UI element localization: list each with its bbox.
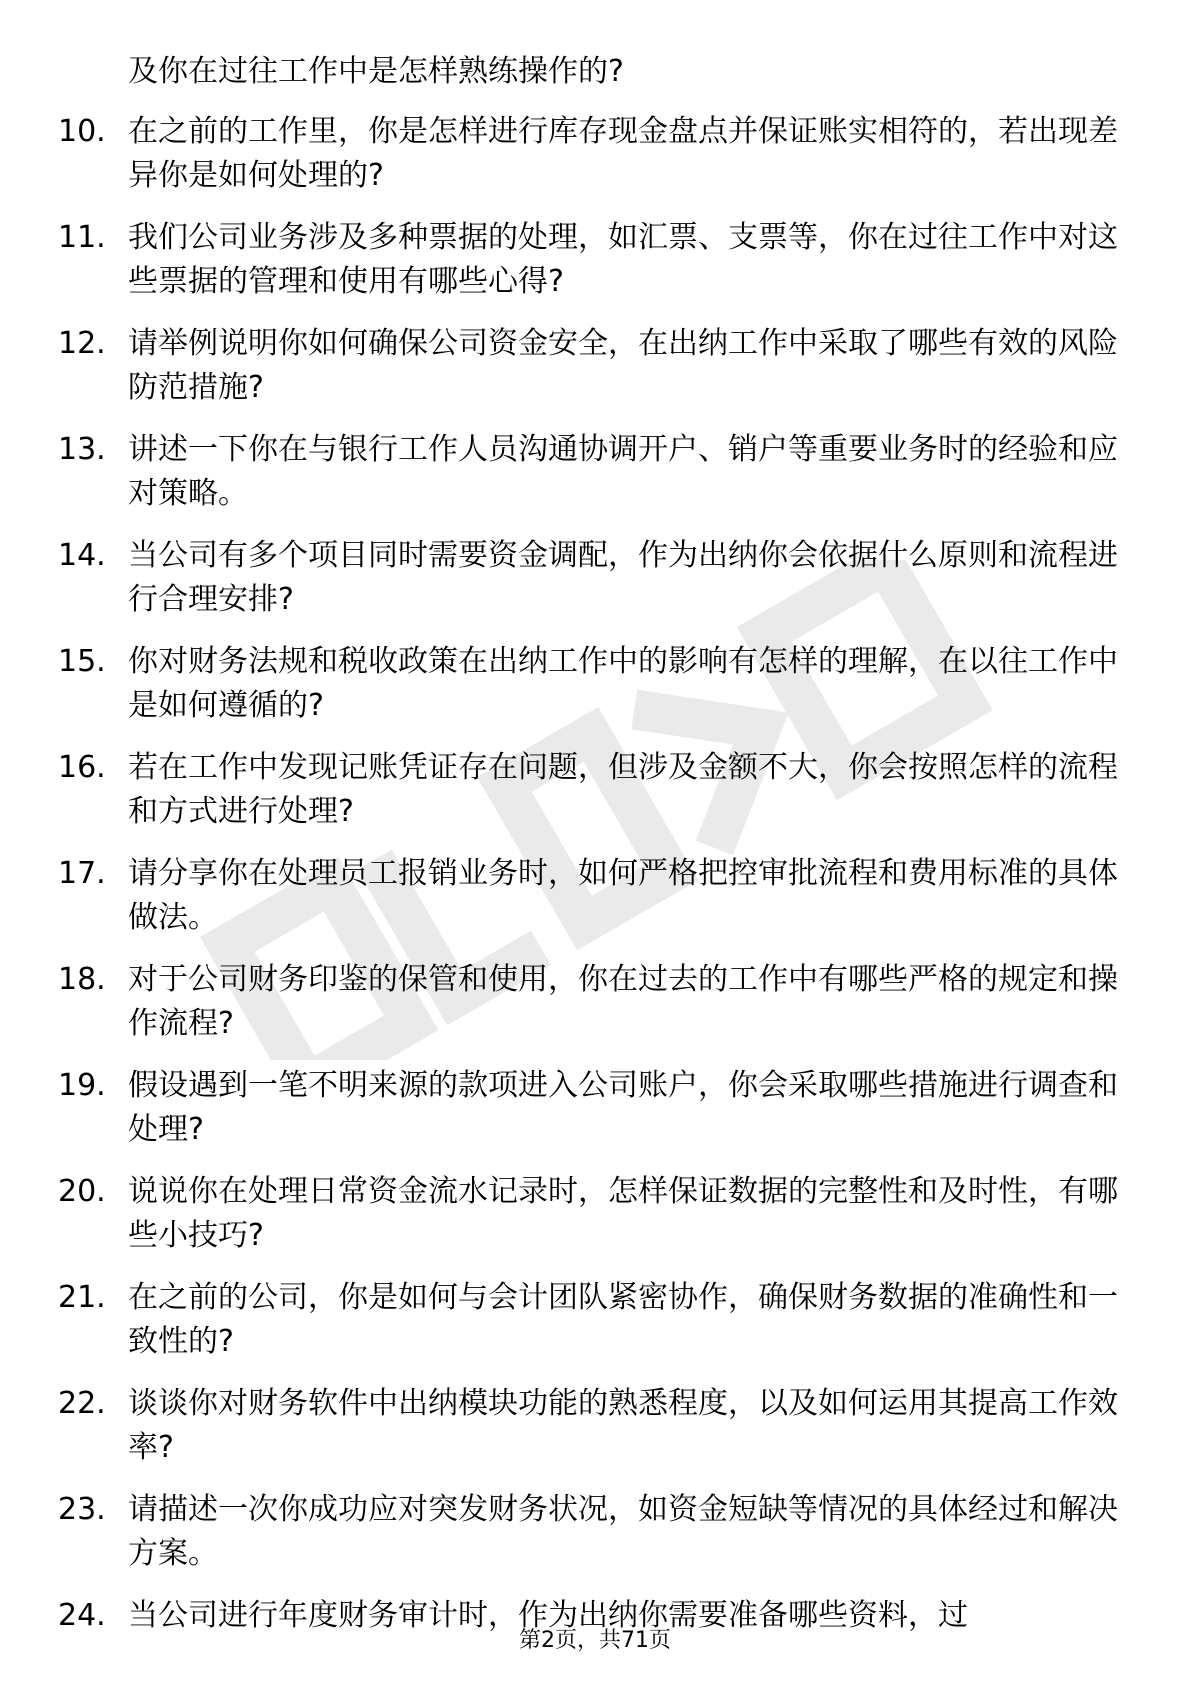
list-item: [58, 322, 1118, 428]
question-number: 15.: [58, 644, 106, 679]
list-item: [58, 110, 1118, 216]
question-text: 请分享你在处理员工报销业务时，如何严格把控审批流程和费用标准的具体做法。: [128, 856, 1118, 935]
question-text: 请举例说明你如何确保公司资金安全，在出纳工作中采取了哪些有效的风险防范措施?: [128, 326, 1118, 405]
question-text: 若在工作中发现记账凭证存在问题，但涉及金额不大，你会按照怎样的流程和方式进行处理?: [128, 750, 1118, 829]
question-number: 23.: [58, 1492, 106, 1527]
question-list: [58, 110, 1118, 1700]
question-text: 谈谈你对财务软件中出纳模块功能的熟悉程度，以及如何运用其提高工作效率?: [128, 1386, 1118, 1465]
list-item: [58, 534, 1118, 640]
list-item: [58, 428, 1118, 534]
question-text: 当公司有多个项目同时需要资金调配，作为出纳你会依据什么原则和流程进行合理安排?: [128, 538, 1118, 617]
question-number: 24.: [58, 1598, 106, 1633]
question-number: 16.: [58, 750, 106, 785]
question-text: 讲述一下你在与银行工作人员沟通协调开户、销户等重要业务时的经验和应对策略。: [128, 432, 1118, 511]
continuation-text: 及你在过往工作中是怎样熟练操作的?: [128, 54, 624, 89]
question-number: 10.: [58, 114, 106, 149]
question-number: 17.: [58, 856, 106, 891]
question-text: 当公司进行年度财务审计时，作为出纳你需要准备哪些资料，过: [128, 1598, 968, 1633]
list-item: [58, 1488, 1118, 1594]
list-item: [58, 852, 1118, 958]
question-text: 我们公司业务涉及多种票据的处理，如汇票、支票等，你在过往工作中对这些票据的管理和使用有哪些心得?: [128, 220, 1118, 299]
question-text: 对于公司财务印鉴的保管和使用，你在过去的工作中有哪些严格的规定和操作流程?: [128, 962, 1118, 1041]
question-text: 你对财务法规和税收政策在出纳工作中的影响有怎样的理解，在以往工作中是如何遵循的?: [128, 644, 1118, 723]
question-text: 假设遇到一笔不明来源的款项进入公司账户，你会采取哪些措施进行调查和处理?: [128, 1068, 1118, 1147]
question-number: 20.: [58, 1174, 106, 1209]
list-item: [58, 1170, 1118, 1276]
question-number: 18.: [58, 962, 106, 997]
question-text: 说说你在处理日常资金流水记录时，怎样保证数据的完整性和及时性，有哪些小技巧?: [128, 1174, 1118, 1253]
question-number: 14.: [58, 538, 106, 573]
question-number: 13.: [58, 432, 106, 467]
list-item: [58, 1382, 1118, 1488]
list-item: [58, 958, 1118, 1064]
list-item: [58, 640, 1118, 746]
question-text: 请描述一次你成功应对突发财务状况，如资金短缺等情况的具体经过和解决方案。: [128, 1492, 1118, 1571]
page-number-label: 第2页，共71页: [519, 1628, 671, 1653]
question-number: 12.: [58, 326, 106, 361]
list-item: [58, 746, 1118, 852]
list-item: [58, 216, 1118, 322]
list-item: [58, 1064, 1118, 1170]
question-number: 19.: [58, 1068, 106, 1103]
list-item: [58, 1276, 1118, 1382]
question-number: 11.: [58, 220, 106, 255]
question-number: 21.: [58, 1280, 106, 1315]
page-footer: [0, 1626, 1190, 1656]
question-number: 22.: [58, 1386, 106, 1421]
question-text: 在之前的公司，你是如何与会计团队紧密协作，确保财务数据的准确性和一致性的?: [128, 1280, 1118, 1359]
question-text: 在之前的工作里，你是怎样进行库存现金盘点并保证账实相符的，若出现差异你是如何处理的?: [128, 114, 1118, 193]
